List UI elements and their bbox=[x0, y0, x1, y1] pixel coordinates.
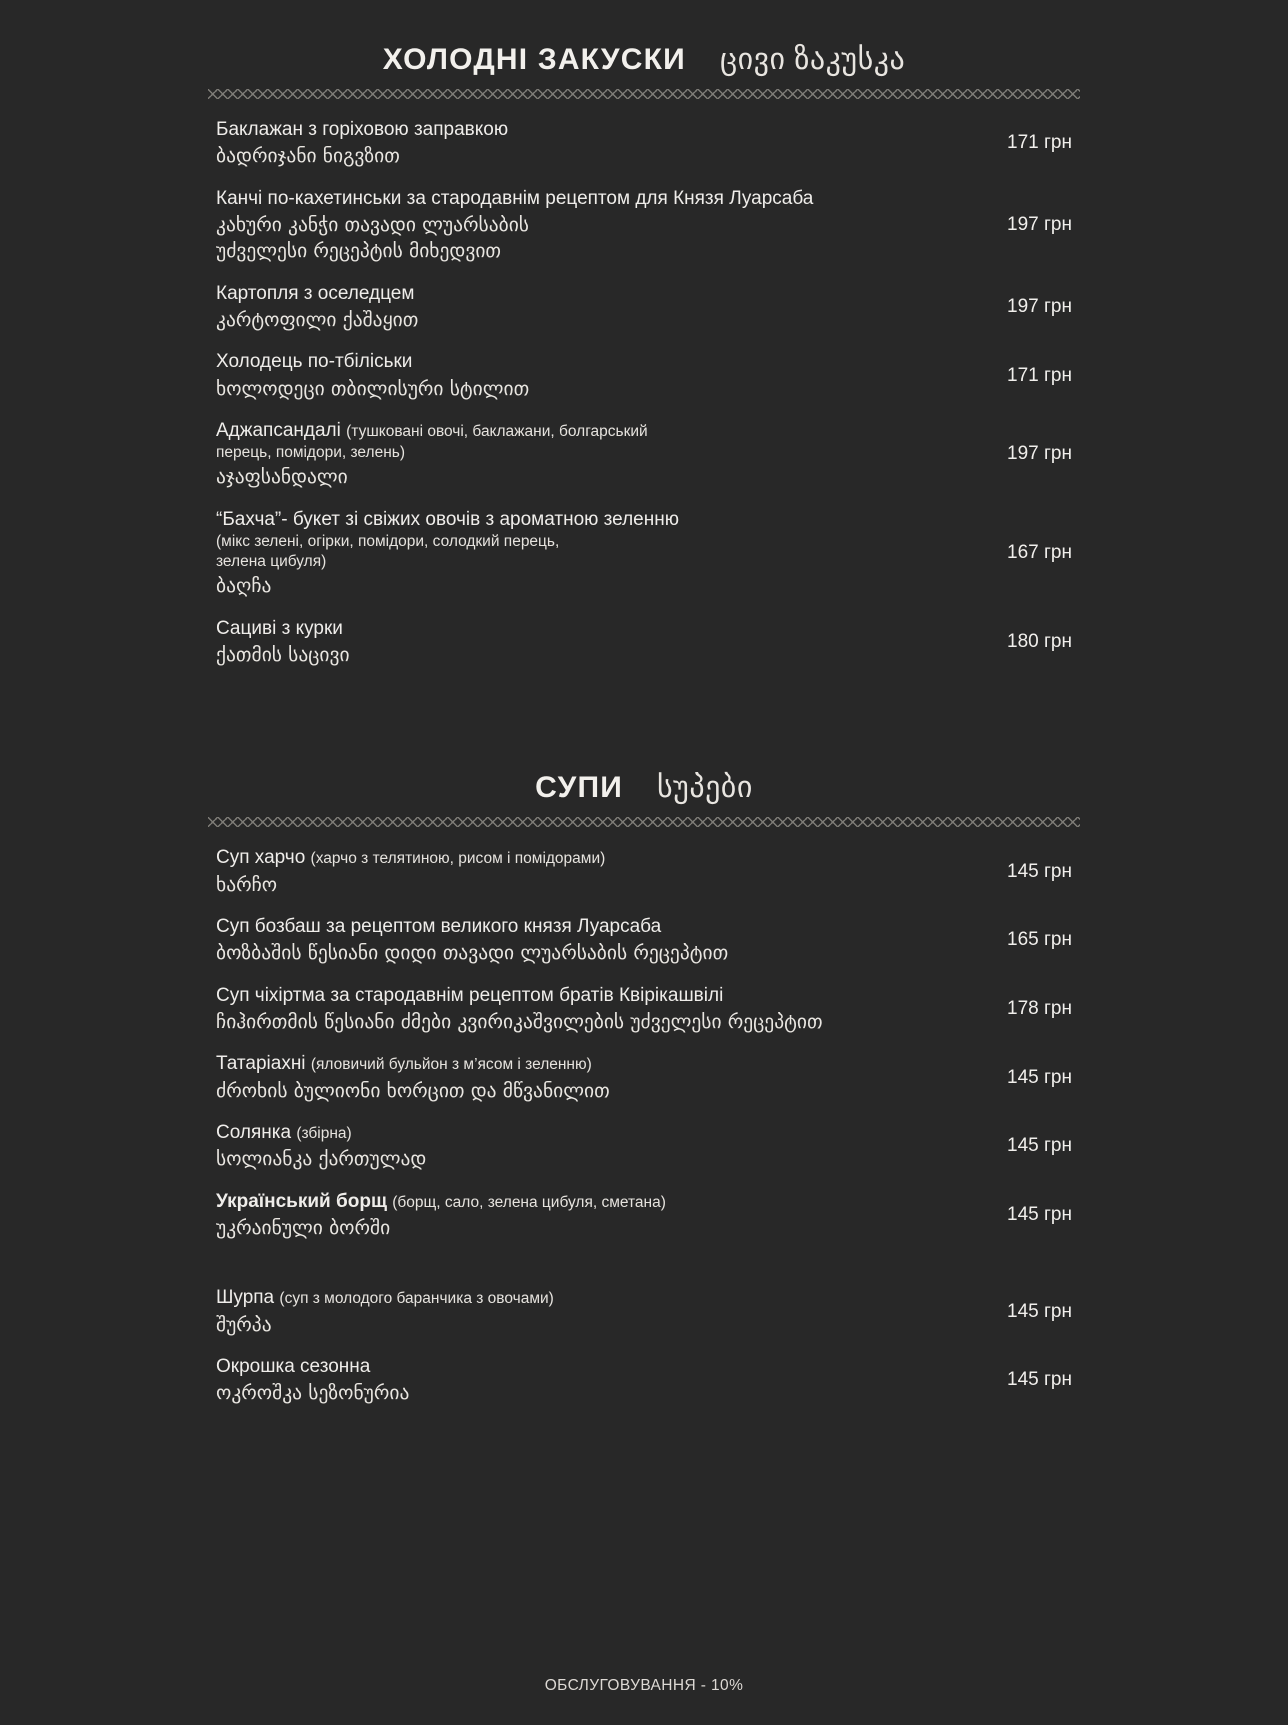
menu-item-name-ka: ხოლოდეცი თბილისური სტილით bbox=[216, 376, 530, 400]
menu-item-description-ua: (борщ, сало, зелена цибуля, сметана) bbox=[392, 1193, 666, 1211]
menu-item-name-ka: ოკროშკა სეზონურია bbox=[216, 1381, 410, 1405]
menu-item-price: 145 грн bbox=[1007, 1135, 1072, 1157]
item-spacer bbox=[208, 1249, 1080, 1277]
menu-item-text bbox=[208, 1286, 958, 1337]
menu-item-name-ka: ბოზბაშის წესიანი დიდი თავადი ლუარსაბის რეცეპტით bbox=[216, 941, 729, 965]
menu-item-name-ua-text: Аджапсандалі bbox=[216, 419, 341, 441]
menu-item-text bbox=[208, 1190, 958, 1241]
menu-item-name-ua: Суп бозбаш за рецептом великого князя Луарсаба bbox=[216, 916, 662, 938]
menu-item-text bbox=[208, 984, 958, 1035]
menu-item-description-ua: (збірна) bbox=[296, 1124, 352, 1142]
section-title-ka: სუპები bbox=[656, 771, 753, 805]
menu-item-description-ua: (харчо з телятиною, рисом і помідорами) bbox=[310, 850, 606, 868]
menu-item bbox=[208, 410, 1080, 499]
section-title-ua: СУПИ bbox=[535, 771, 623, 805]
menu-item-name-ua: Сациві з курки bbox=[216, 617, 343, 639]
menu-item-price: 197 грн bbox=[1007, 295, 1072, 317]
menu-item-name-ua: “Бахча”- букет зі свіжих овочів з ароматною зеленню bbox=[216, 508, 679, 530]
menu-item-price: 178 грн bbox=[1007, 998, 1072, 1019]
menu-item-price: 167 грн bbox=[1007, 542, 1072, 564]
section-heading bbox=[0, 762, 1288, 811]
menu-item-name-ua-text: Солянка bbox=[216, 1121, 292, 1143]
menu-item-description-ua-line2: перець, помідори, зелень) bbox=[216, 444, 405, 462]
menu-item bbox=[208, 1346, 1080, 1415]
menu-item bbox=[208, 1043, 1080, 1112]
menu-item-name-ua bbox=[216, 1286, 958, 1310]
menu-item-list-cold bbox=[208, 109, 1080, 676]
menu-item-name-ua-text: Татаріахні bbox=[216, 1053, 306, 1075]
menu-item bbox=[208, 109, 1080, 178]
menu-item-price: 145 грн bbox=[1007, 1066, 1072, 1088]
menu-item-name-ka: უკრაინული ბორში bbox=[216, 1215, 391, 1239]
menu-item-list-soups bbox=[208, 837, 1080, 1414]
menu-item-name-ua-text: Український борщ bbox=[216, 1190, 387, 1212]
menu-item-price: 171 грн bbox=[1007, 132, 1072, 154]
menu-item bbox=[208, 837, 1080, 906]
menu-item-text bbox=[208, 350, 958, 401]
menu-item-description-ua: (тушковані овочі, баклажани, болгарський bbox=[346, 422, 648, 440]
menu-item-description-ua: (суп з молодого баранчика з овочами) bbox=[279, 1290, 554, 1308]
ornamental-divider bbox=[208, 89, 1080, 99]
menu-item-text bbox=[208, 282, 958, 333]
menu-item-text bbox=[208, 1121, 958, 1172]
menu-item-name-ua: Канчі по-кахетинськи за стародавнім рецептом для Князя Луарсаба bbox=[216, 187, 814, 209]
menu-item-description-ua: (мікс зелені, огірки, помідори, солодкий перець, bbox=[216, 533, 560, 551]
menu-item-name-ka: სოლიანკა ქართულად bbox=[216, 1147, 427, 1171]
menu-item-name-ua bbox=[216, 1121, 958, 1145]
menu-item-text bbox=[208, 1052, 958, 1103]
menu-item-name-ua bbox=[216, 419, 958, 443]
menu-item-price: 180 грн bbox=[1007, 631, 1072, 653]
menu-item-name-ka-line2: უძველესი რეცეპტის მიხედვით bbox=[216, 239, 502, 263]
section-cold-appetizers bbox=[0, 34, 1288, 676]
menu-item bbox=[208, 1277, 1080, 1346]
menu-item bbox=[208, 1181, 1080, 1250]
menu-item-name-ka: შურპა bbox=[216, 1312, 272, 1336]
menu-item bbox=[208, 975, 1080, 1044]
menu-item-name-ua-text: Шурпа bbox=[216, 1287, 275, 1309]
menu-item-name-ua: Суп чіхіртма за стародавнім рецептом братів Квірікашвілі bbox=[216, 984, 724, 1006]
menu-item-name-ka: ქათმის საცივი bbox=[216, 643, 350, 667]
menu-item bbox=[208, 1112, 1080, 1181]
service-charge-note: ОБСЛУГОВУВАННЯ - 10% bbox=[544, 1677, 744, 1694]
menu-item-name-ka: კარტოფილი ქაშაყით bbox=[216, 307, 419, 331]
menu-item-name-ua-text: Суп харчо bbox=[216, 847, 306, 869]
menu-item-price: 145 грн bbox=[1007, 1300, 1072, 1322]
section-spacer bbox=[0, 676, 1288, 762]
menu-item-text bbox=[208, 846, 958, 897]
menu-item-text bbox=[208, 419, 958, 490]
menu-item-name-ua: Холодець по-тбіліськи bbox=[216, 351, 413, 373]
menu-item-price: 145 грн bbox=[1007, 860, 1072, 882]
menu-item-text bbox=[208, 915, 958, 966]
menu-item-text bbox=[208, 617, 958, 668]
menu-item-price: 197 грн bbox=[1007, 214, 1072, 236]
menu-item bbox=[208, 341, 1080, 410]
section-title-ka: ცივი ზაკუსკა bbox=[719, 43, 906, 76]
menu-item-description-ua-line2: зелена цибуля) bbox=[216, 553, 327, 571]
menu-item-price: 171 грн bbox=[1007, 364, 1072, 386]
menu-item-name-ua bbox=[216, 1190, 958, 1214]
menu-item-name-ua: Окрошка сезонна bbox=[216, 1355, 371, 1377]
menu-item-price: 145 грн bbox=[1007, 1203, 1072, 1225]
menu-item bbox=[208, 273, 1080, 342]
menu-item bbox=[208, 608, 1080, 677]
menu-item-name-ua: Баклажан з горіховою заправкою bbox=[216, 119, 509, 140]
menu-item-price: 145 грн bbox=[1007, 1369, 1072, 1391]
menu-item-name-ka: ჩიჰირთმის წესიანი ძმები კვირიკაშვილების უძველესი რეცეპტით bbox=[216, 1009, 823, 1033]
menu-item bbox=[208, 906, 1080, 975]
menu-item-price: 165 грн bbox=[1007, 929, 1072, 951]
menu-item-name-ka: აჯაფსანდალი bbox=[216, 465, 348, 489]
menu-item-text bbox=[208, 1355, 958, 1406]
menu-item-name-ka: ხარჩო bbox=[216, 872, 278, 896]
menu-item-text bbox=[208, 118, 958, 169]
menu-item-text bbox=[208, 508, 958, 599]
menu-item-name-ka: კახური კანჭი თავადი ლუარსაბის bbox=[216, 212, 529, 236]
section-title-ua: ХОЛОДНІ ЗАКУСКИ bbox=[382, 43, 686, 76]
section-heading bbox=[0, 34, 1288, 83]
menu-item-text bbox=[208, 187, 958, 264]
menu-item-description-ua: (яловичий бульйон з м’ясом і зеленню) bbox=[310, 1056, 592, 1074]
menu-item-name-ka: ბაღჩა bbox=[216, 574, 272, 598]
menu-item bbox=[208, 499, 1080, 608]
menu-item bbox=[208, 178, 1080, 273]
menu-item-name-ka: ძროხის ბულიონი ხორცით და მწვანილით bbox=[216, 1078, 610, 1102]
menu-item-name-ua: Картопля з оселедцем bbox=[216, 282, 415, 304]
menu-item-name-ua bbox=[216, 846, 958, 870]
menu-item-name-ua bbox=[216, 1052, 958, 1076]
section-soups bbox=[0, 762, 1288, 1414]
menu-item-name-ka: ბადრიჯანი ნიგვზით bbox=[216, 144, 400, 168]
ornamental-divider bbox=[208, 817, 1080, 827]
menu-item-price: 197 грн bbox=[1007, 443, 1072, 465]
